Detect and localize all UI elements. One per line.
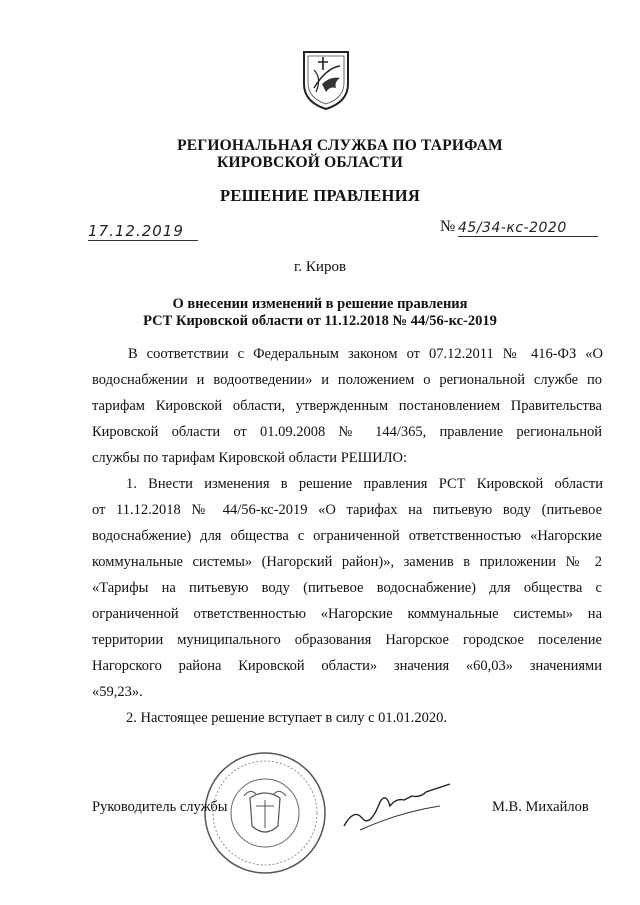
body-line: В соответствии с Федеральным законом от 07.12.2011 № 416-ФЗ «О bbox=[128, 346, 603, 362]
body-line: тарифам Кировской области, утвержденным постановлением Правительства bbox=[92, 398, 602, 414]
document-number: 45/34-кс-2020 bbox=[458, 220, 598, 237]
subject-line2: РСТ Кировской области от 11.12.2018 № 44/56-кс-2019 bbox=[143, 313, 497, 329]
body-line: Нагорского района Кировской области» значения «60,03» значениями bbox=[92, 658, 602, 674]
number-label: № bbox=[440, 218, 456, 235]
body-line: водоснабжении и водоотведении» и положением о региональной службе по bbox=[92, 372, 602, 388]
subject-line1: О внесении изменений в решение правления bbox=[172, 296, 468, 312]
body-line: от 11.12.2018 № 44/56-кс-2019 «О тарифах на питьевую воду (питьевое bbox=[92, 502, 602, 518]
body-line: «Тарифы на питьевую воду (питьевое водоснабжение) для общества с bbox=[92, 580, 602, 596]
body-line: водоснабжение) для общества с ограниченной ответственностью «Нагорские bbox=[92, 528, 602, 544]
organization-name-line1: РЕГИОНАЛЬНАЯ СЛУЖБА ПО ТАРИФАМ bbox=[177, 137, 503, 154]
body-line: 1. Внести изменения в решение правления РСТ Кировской области bbox=[126, 476, 603, 492]
body-line: территории муниципального образования Нагорское городское поселение bbox=[92, 632, 602, 648]
body-line: 2. Настоящее решение вступает в силу с 01.01.2020. bbox=[126, 710, 448, 726]
organization-name-line2: КИРОВСКОЙ ОБЛАСТИ bbox=[217, 154, 403, 171]
body-line: Кировской области от 01.09.2008 № 144/365, правление региональной bbox=[92, 424, 602, 440]
coat-of-arms-icon bbox=[300, 48, 352, 112]
signatory-position: Руководитель службы bbox=[92, 799, 228, 815]
document-date: 17.12.2019 bbox=[88, 222, 198, 241]
city: г. Киров bbox=[293, 259, 347, 275]
body-line: службы по тарифам Кировской области РЕШИЛО: bbox=[92, 450, 408, 466]
body-line: «59,23». bbox=[92, 684, 143, 700]
document-title: РЕШЕНИЕ ПРАВЛЕНИЯ bbox=[219, 186, 421, 205]
body-line: коммунальные системы» (Нагорский район)», заменив в приложении № 2 bbox=[92, 554, 602, 570]
signatory-name: М.В. Михайлов bbox=[492, 799, 589, 815]
handwritten-signature-icon bbox=[340, 778, 460, 838]
body-line: ограниченной ответственностью «Нагорские коммунальные системы» на bbox=[92, 606, 602, 622]
